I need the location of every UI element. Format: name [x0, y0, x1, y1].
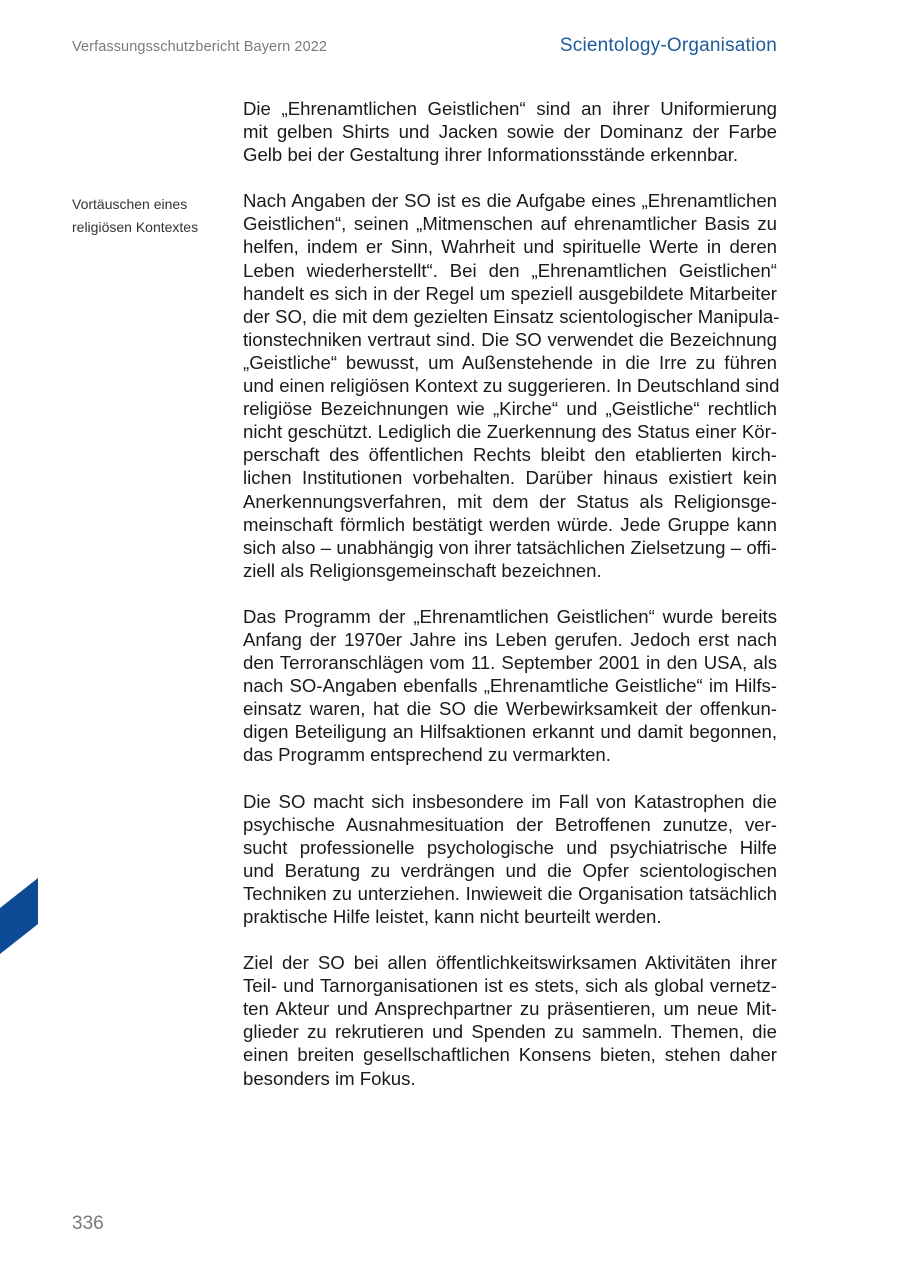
paragraph: [243, 97, 777, 166]
chapter-edge-tab: [0, 878, 38, 954]
text-line: einsatz waren, hat die SO die Werbewirksamkeit der offenkun-: [243, 698, 777, 720]
text-line: der SO, die mit dem gezielten Einsatz scientologischer Manipula-: [243, 305, 780, 327]
text-line: mit gelben Shirts und Jacken sowie der Dominanz der Farbe: [243, 121, 777, 143]
text-line: nicht geschützt. Lediglich die Zuerkennung des Status einer Kör-: [243, 421, 777, 443]
text-line: digen Beteiligung an Hilfsaktionen erkannt und damit begonnen,: [243, 721, 777, 743]
text-line: tionstechniken vertraut sind. Die SO verwendet die Bezeichnung: [243, 328, 777, 350]
margin-note: [72, 193, 232, 239]
text-line: Techniken zu unterziehen. Inwieweit die Organisation tatsächlich: [243, 882, 777, 904]
text-line: Leben wiederherstellt“. Bei den „Ehrenamtlichen Geistlichen“: [243, 259, 777, 281]
paragraph: [243, 790, 777, 929]
page-number: 336: [72, 1213, 104, 1234]
main-text-column: [243, 97, 780, 1113]
text-line: Nach Angaben der SO ist es die Aufgabe eines „Ehrenamtlichen: [243, 190, 777, 212]
text-line: „Geistliche“ bewusst, um Außenstehende in die Irre zu führen: [243, 351, 777, 373]
text-line: Anerkennungsverfahren, mit dem der Status als Religionsge-: [243, 490, 777, 512]
text-line: praktische Hilfe leistet, kann nicht beurteilt werden.: [243, 906, 662, 927]
text-line: lichen Institutionen vorbehalten. Darüber hinaus existiert kein: [243, 467, 777, 489]
text-line: Ziel der SO bei allen öffentlichkeitswirksamen Aktivitäten ihrer: [243, 952, 777, 974]
text-line: ziell als Religionsgemeinschaft bezeichnen.: [243, 559, 602, 581]
margin-note-line: religiösen Kontextes: [72, 219, 199, 235]
text-line: den Terroranschlägen vom 11. September 2001 in den USA, als: [243, 652, 777, 674]
text-line: meinschaft förmlich bestätigt werden würde. Jede Gruppe kann: [243, 513, 777, 535]
text-line: perschaft des öffentlichen Rechts bleibt den etablierten kirch-: [243, 444, 777, 466]
text-line: religiöse Bezeichnungen wie „Kirche“ und „Geistliche“ rechtlich: [243, 398, 777, 420]
text-line: glieder zu rekrutieren und Spenden zu sammeln. Themen, die: [243, 1021, 777, 1043]
text-line: Gelb bei der Gestaltung ihrer Informationsstände erkennbar.: [243, 144, 739, 166]
paragraph: [243, 605, 777, 767]
text-line: Teil- und Tarnorganisationen ist es stets, sich als global vernetz-: [243, 975, 777, 997]
text-line: und einen religiösen Kontext zu suggerieren. In Deutschland sind: [243, 375, 780, 397]
text-line: Geistlichen“, seinen „Mitmenschen auf ehrenamtlicher Basis zu: [243, 213, 777, 235]
text-line: handelt es sich in der Regel um speziell ausgebildete Mitarbeiter: [243, 282, 777, 304]
text-line: nach SO-Angaben ebenfalls „Ehrenamtliche Geistliche“ im Hilfs-: [243, 675, 777, 697]
running-header-chapter-title: Scientology-Organisation: [559, 35, 777, 56]
margin-note-line: Vortäuschen eines: [72, 196, 188, 212]
text-line: Anfang der 1970er Jahre ins Leben gerufen. Jedoch erst nach: [243, 628, 777, 650]
text-line: Das Programm der „Ehrenamtlichen Geistlichen“ wurde bereits: [243, 605, 777, 627]
running-header-left: Verfassungsschutzbericht Bayern 2022: [72, 39, 328, 55]
text-line: das Programm entsprechend zu vermarkten.: [243, 744, 611, 766]
text-line: helfen, indem er Sinn, Wahrheit und spirituelle Werte in deren: [243, 236, 777, 258]
paragraph: [243, 189, 780, 582]
text-line: Die „Ehrenamtlichen Geistlichen“ sind an ihrer Uniformierung: [243, 98, 777, 119]
text-line: besonders im Fokus.: [243, 1067, 416, 1089]
paragraph: [243, 951, 777, 1090]
text-line: einen breiten gesellschaftlichen Konsens bieten, stehen daher: [243, 1044, 777, 1066]
text-line: psychische Ausnahmesituation der Betroffenen zunutze, ver-: [243, 813, 777, 835]
text-line: sucht professionelle psychologische und psychiatrische Hilfe: [243, 836, 777, 858]
text-line: sich also – unabhängig von ihrer tatsächlichen Zielsetzung – offi-: [243, 536, 777, 558]
text-line: und Beratung zu verdrängen und die Opfer scientologischen: [243, 859, 777, 881]
text-line: ten Akteur und Ansprechpartner zu präsentieren, um neue Mit-: [243, 998, 777, 1020]
text-line: Die SO macht sich insbesondere im Fall von Katastrophen die: [243, 790, 777, 812]
